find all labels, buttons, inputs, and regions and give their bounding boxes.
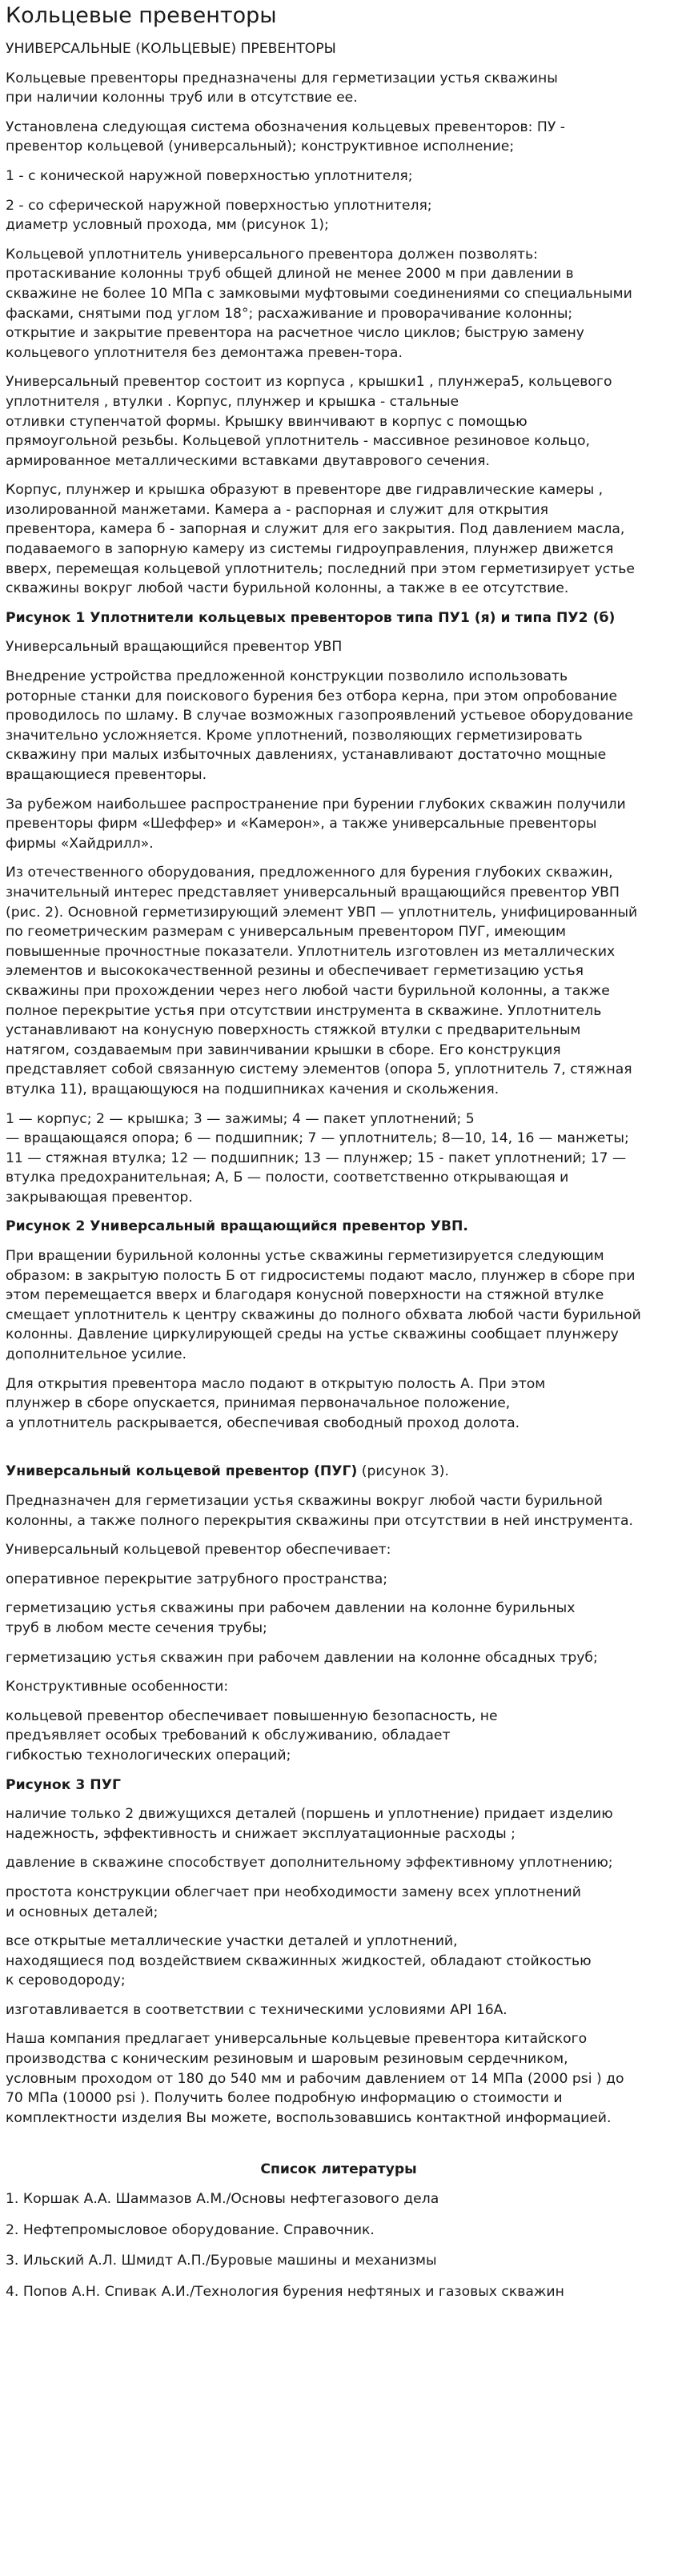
text-line: предъявляет особых требований к обслуживанию, обладает xyxy=(6,1727,451,1744)
text-line: Универсальный кольцевой превентор обеспечивает: xyxy=(6,1542,391,1559)
references-list xyxy=(6,2189,672,2301)
text-line: труб в любом месте сечения трубы; xyxy=(6,1619,267,1636)
text-line: скважине не более 10 МПа с замковыми муфтовыми соединениями со специальными xyxy=(6,285,632,302)
text-line: этом перемещается вверх и благодаря конусной поверхности на стяжной втулке xyxy=(6,1287,604,1304)
text-line: все открытые металлические участки деталей и уплотнений, xyxy=(6,1933,458,1950)
text-line: повышенные прочностные показатели. Уплотнитель изготовлен из металлических xyxy=(6,943,616,960)
paragraph xyxy=(6,1491,672,1531)
text-line: 2 - со сферической наружной поверхностью уплотнителя; xyxy=(6,197,432,214)
text-line: по геометрическим размерам с универсальным превентором ПУГ, имеющим xyxy=(6,924,566,941)
text-line: и основных деталей; xyxy=(6,1904,158,1920)
text-line: протаскивание колонны труб общей длиной не менее 2000 м при давлении в xyxy=(6,266,574,283)
paragraph xyxy=(6,39,672,59)
paragraph xyxy=(6,1677,672,1697)
paragraph xyxy=(6,480,672,599)
text-line: Рисунок 2 Универсальный вращающийся превентор УВП. xyxy=(6,1218,468,1235)
text-line: колонны, а также полного перекрытия скважины при отсутствии в ней инструмента. xyxy=(6,1512,633,1529)
text-line: фирмы «Хайдрилл». xyxy=(6,835,154,852)
paragraph xyxy=(6,1804,672,1844)
paragraph xyxy=(6,2029,672,2128)
figure-caption xyxy=(6,1776,672,1796)
text-line: превентор кольцевой (универсальный); конструктивное исполнение; xyxy=(6,138,515,155)
text-line: открытие и закрытие превентора на расчетное число циклов; быструю замену xyxy=(6,325,584,342)
paragraph xyxy=(6,167,672,187)
paragraph xyxy=(6,69,672,108)
text-line: превенторы фирм «Шеффер» и «Камерон», а также универсальные превенторы xyxy=(6,816,597,833)
text-line: Установлена следующая система обозначения кольцевых превенторов: ПУ - xyxy=(6,118,565,135)
text-line: простота конструкции облегчает при необходимости замену всех уплотнений xyxy=(6,1884,581,1900)
text-line: элементов и высококачественной резины и обеспечивает герметизацию устья xyxy=(6,963,584,980)
paragraph xyxy=(6,863,672,1099)
paragraph xyxy=(6,1853,672,1873)
paragraph xyxy=(6,1648,672,1668)
text-line: армированное металлическими вставками двутаврового сечения. xyxy=(6,452,490,469)
text-line: Для открытия превентора масло подают в открытую полость А. При этом xyxy=(6,1375,546,1392)
text-line: Внедрение устройства предложенной конструкции позволило использовать xyxy=(6,668,568,685)
text-line: 1 - с конической наружной поверхностью уплотнителя; xyxy=(6,167,413,184)
paragraph xyxy=(6,196,672,235)
reference-item: 1. Коршак А.А. Шаммазов А.М./Основы нефтегазового дела xyxy=(6,2191,439,2208)
text-line: надежность, эффективность и снижает эксплуатационные расходы ; xyxy=(6,1825,516,1842)
article-body xyxy=(6,39,672,2128)
text-line: наличие только 2 движущихся деталей (поршень и уплотнение) придает изделию xyxy=(6,1806,613,1823)
text-line: скважины вокруг любой части бурильной колонны, а также в ее отсутствие. xyxy=(6,580,569,597)
text-line: отливки ступенчатой формы. Крышку ввинчивают в корпус с помощью xyxy=(6,413,528,430)
paragraph xyxy=(6,1109,672,1208)
reference-item: 2. Нефтепромысловое оборудование. Справочник. xyxy=(6,2221,375,2238)
text-line: втулка предохранительная; А, Б — полости, соответственно открывающая и xyxy=(6,1170,569,1186)
text-line: находящиеся под воздействием скважинных жидкостей, обладают стойкостью xyxy=(6,1952,592,1969)
figure-caption xyxy=(6,1217,672,1237)
text-line: производства с коническим резиновым и шаровым резиновым сердечником, xyxy=(6,2051,568,2068)
text-line: Предназначен для герметизации устья скважины вокруг любой части бурильной xyxy=(6,1493,603,1509)
text-line: роторные станки для поискового бурения без отбора керна, при этом опробование xyxy=(6,688,618,704)
text-line: 1 — корпус; 2 — крышка; 3 — зажимы; 4 — пакет уплотнений; 5 xyxy=(6,1110,475,1127)
text-line: герметизацию устья скважин при рабочем давлении на колонне обсадных труб; xyxy=(6,1649,598,1666)
text-line: давление в скважине способствует дополнительному эффективному уплотнению; xyxy=(6,1855,613,1872)
text-line: прямоугольной резьбы. Кольцевой уплотнитель - массивное резиновое кольцо, xyxy=(6,433,590,450)
paragraph xyxy=(6,1932,672,1991)
text-line: вверх, перемещая кольцевой уплотнитель; последний при этом герметизирует устье xyxy=(6,560,635,577)
text-line: к сероводороду; xyxy=(6,1972,126,1989)
paragraph xyxy=(6,1599,672,1638)
text-line: уплотнителя , втулки . Корпус, плунжер и крышка - стальные xyxy=(6,393,459,410)
paragraph xyxy=(6,2000,672,2020)
text-line: полное перекрытие устья при отсутствии инструмента в скважине. Уплотнитель xyxy=(6,1002,602,1019)
text-line: смещает уплотнитель к центру скважины до полного обхвата любой части бурильной xyxy=(6,1306,641,1323)
reference-item: 3. Ильский А.Л. Шмидт А.П./Буровые машины и механизмы xyxy=(6,2253,437,2269)
text-line: (рис. 2). Основной герметизирующий элемент УВП — уплотнитель, унифицированный xyxy=(6,904,638,921)
text-line: гибкостью технологических операций; xyxy=(6,1747,291,1763)
text-line: — вращающаяся опора; 6 — подшипник; 7 — уплотнитель; 8—10, 14, 16 — манжеты; xyxy=(6,1130,629,1147)
text-line: значительный интерес представляет универсальный вращающийся превентор УВП xyxy=(6,884,620,901)
page-title: Кольцевые превенторы xyxy=(6,3,277,28)
text-line: при наличии колонны труб или в отсутствие ее. xyxy=(6,90,358,106)
text-line: При вращении бурильной колонны устье скважины герметизируется следующим xyxy=(6,1248,604,1265)
paragraph xyxy=(6,637,672,657)
paragraph xyxy=(6,1462,672,1482)
paragraph xyxy=(6,1246,672,1365)
spacer xyxy=(6,1442,672,1462)
text-line: Кольцевые превенторы предназначены для герметизации устья скважины xyxy=(6,70,558,86)
text-line: условным проходом от 180 до 540 мм и рабочим давлением от 14 МПа (2000 psi ) до xyxy=(6,2070,624,2087)
text-line: Конструктивные особенности: xyxy=(6,1679,229,1695)
paragraph xyxy=(6,118,672,157)
text-line: 70 МПа (10000 psi ). Получить более подробную информацию о стоимости и xyxy=(6,2090,563,2107)
text-line: За рубежом наибольшее распространение при бурении глубоких скважин получили xyxy=(6,796,626,813)
text-line: устанавливают на конусную поверхность стяжкой втулки с предварительным xyxy=(6,1022,581,1039)
text-line: скважины при прохождении через него любой части бурильной колонны, а также xyxy=(6,982,610,999)
text-line: значительно усложняется. Кроме уплотнений, позволяющих герметизировать xyxy=(6,727,583,744)
text-line: Корпус, плунжер и крышка образуют в превенторе две гидравлические камеры , xyxy=(6,482,604,499)
paragraph xyxy=(6,1570,672,1590)
text-line: втулка 11), вращающуюся на подшипниках качения и скольжения. xyxy=(6,1081,499,1097)
paragraph xyxy=(6,372,672,471)
paragraph xyxy=(6,795,672,854)
text-line: кольцевого уплотнителя без демонтажа превен-тора. xyxy=(6,344,403,361)
text-line: плунжер в сборе опускается, принимая первоначальное положение, xyxy=(6,1395,511,1412)
text-line: Из отечественного оборудования, предложенного для бурения глубоких скважин, xyxy=(6,865,613,881)
text-line: изготавливается в соответствии с техническими условиями API 16A. xyxy=(6,2001,507,2018)
text-line: вращающиеся превенторы. xyxy=(6,767,207,783)
text-line: Кольцевой уплотнитель универсального превентора должен позволять: xyxy=(6,246,538,263)
text-line: Универсальный вращающийся превентор УВП xyxy=(6,639,343,656)
paragraph xyxy=(6,1883,672,1922)
paragraph xyxy=(6,1707,672,1766)
text-line: а уплотнитель раскрывается, обеспечивая свободный проход долота. xyxy=(6,1414,520,1431)
figure-caption xyxy=(6,608,672,628)
section-heading: Универсальный кольцевой превентор (ПУГ) xyxy=(6,1463,358,1480)
paragraph xyxy=(6,1374,672,1434)
text-line: кольцевой превентор обеспечивает повышенную безопасность, не xyxy=(6,1707,498,1724)
text-line: УНИВЕРСАЛЬНЫЕ (КОЛЬЦЕВЫЕ) ПРЕВЕНТОРЫ xyxy=(6,41,336,57)
text-line: дополнительное усилие. xyxy=(6,1346,187,1363)
text-line: представляет собой связанную систему элементов (опора 5, уплотнитель 7, стяжная xyxy=(6,1061,632,1078)
text-line: диаметр условный прохода, мм (рисунок 1); xyxy=(6,217,329,234)
text-line: Наша компания предлагает универсальные кольцевые превентора китайского xyxy=(6,2031,588,2048)
text-line: превентора, камера б - запорная и служит для его закрытия. Под давлением масла, xyxy=(6,521,625,538)
text-line: закрывающая превентор. xyxy=(6,1189,193,1206)
text-line: колонны. Давление циркулирующей среды на устье скважины сообщает плунжеру xyxy=(6,1326,619,1343)
text-line: скважину при малых избыточных давлениях, устанавливают достаточно мощные xyxy=(6,747,607,764)
text-line: образом: в закрытую полость Б от гидросистемы подают масло, плунжер в сборе при xyxy=(6,1267,636,1284)
text-line: фасками, снятыми под углом 18°; расхаживание и проворачивание колонны; xyxy=(6,305,573,322)
paragraph xyxy=(6,245,672,363)
section-heading-note: (рисунок 3). xyxy=(357,1463,449,1480)
text-line: оперативное перекрытие затрубного пространства; xyxy=(6,1571,388,1587)
text-line: 11 — стяжная втулка; 12 — подшипник; 13 — плунжер; 15 - пакет уплотнений; 17 — xyxy=(6,1150,627,1166)
text-line: подаваемого в запорную камеру из системы гидроуправления, плунжер движется xyxy=(6,541,614,558)
references-title: Список литературы xyxy=(260,2161,417,2178)
text-line: Рисунок 1 Уплотнители кольцевых превенторов типа ПУ1 (я) и типа ПУ2 (б) xyxy=(6,609,616,626)
text-line: герметизацию устья скважины при рабочем давлении на колонне бурильных xyxy=(6,1600,576,1617)
text-line: изолированной манжетами. Камера а - распорная и служит для открытия xyxy=(6,501,549,518)
paragraph xyxy=(6,667,672,785)
text-line: проводилось по шламу. В случае возможных газопроявлений устьевое оборудование xyxy=(6,708,633,724)
article xyxy=(0,2,678,2301)
paragraph xyxy=(6,1540,672,1560)
text-line: натягом, создаваемым при завинчивании крышки в сборе. Его конструкция xyxy=(6,1041,561,1058)
reference-item: 4. Попов А.Н. Спивак А.И./Технология бурения нефтяных и газовых скважин xyxy=(6,2283,564,2300)
text-line: Универсальный превентор состоит из корпуса , крышки1 , плунжера5, кольцевого xyxy=(6,374,612,391)
text-line: комплектности изделия Вы можете, воспользовавшись контактной информацией. xyxy=(6,2109,612,2126)
text-line: Рисунок 3 ПУГ xyxy=(6,1776,121,1793)
